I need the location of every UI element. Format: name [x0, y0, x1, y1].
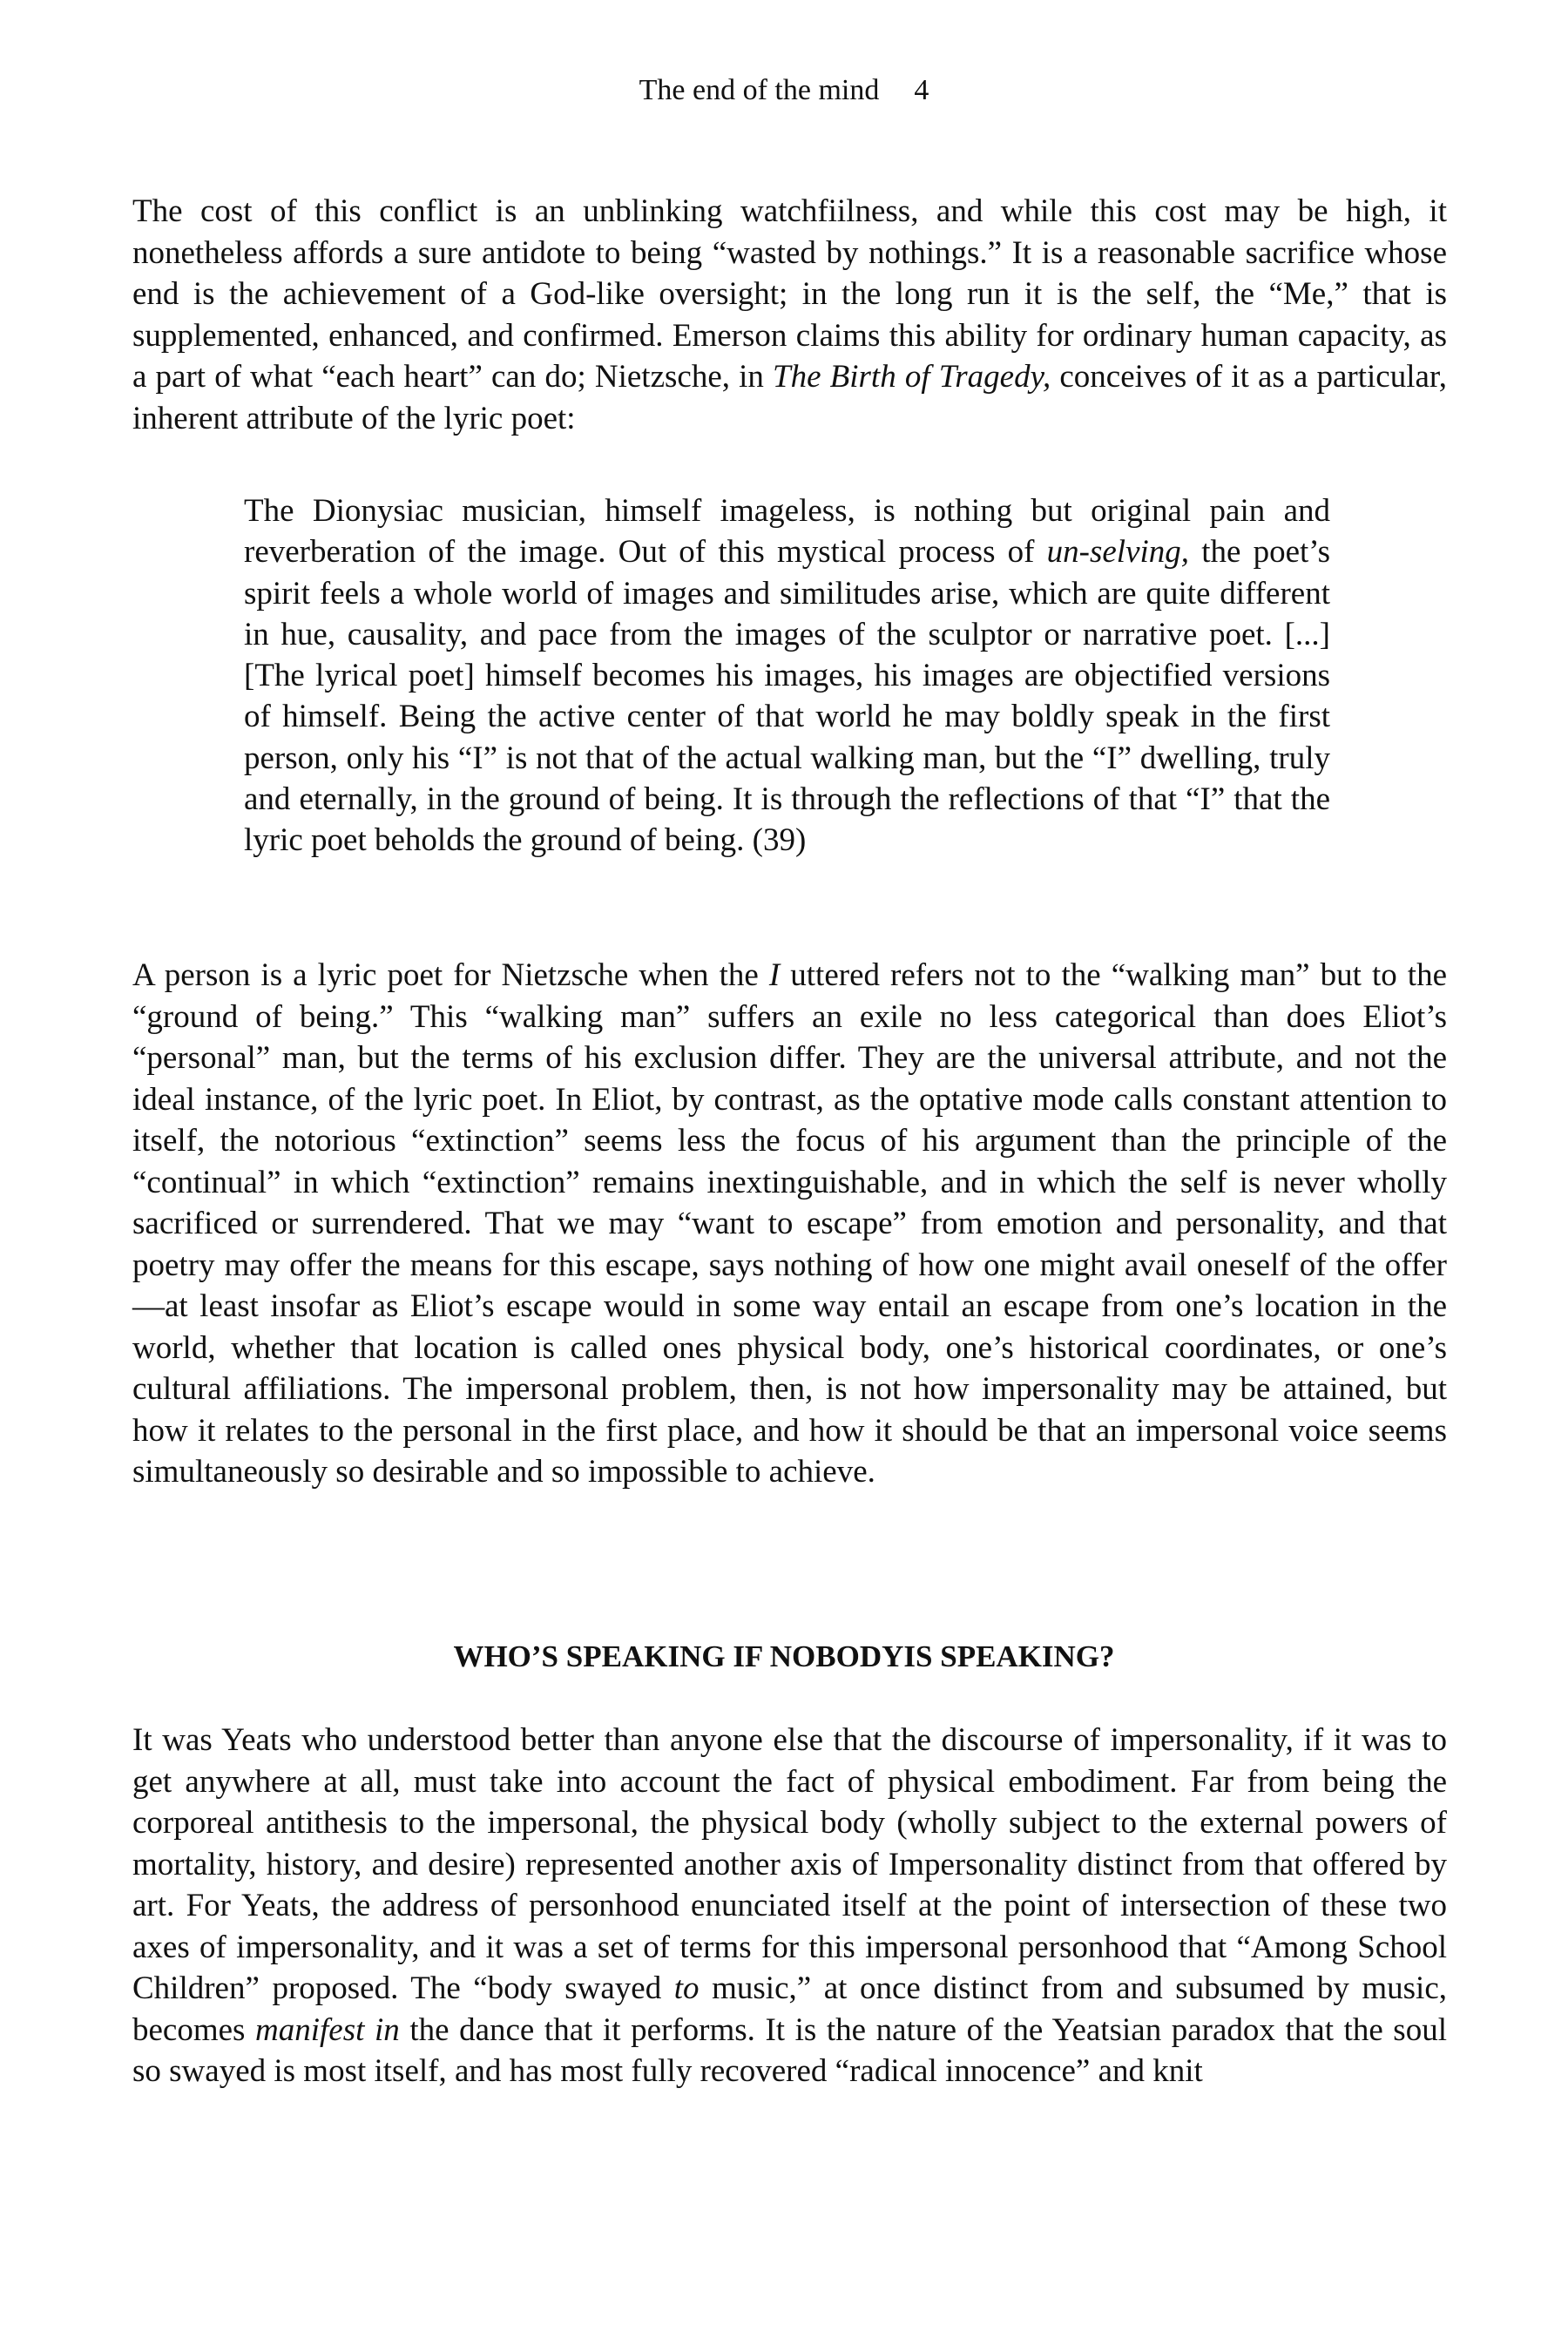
quote-text-a: The Dionysiac musician, himself imageless, is nothing but original pain and reverberation of the image. Out of this mystical process of — [244, 493, 1330, 571]
paragraph-2-text-b: uttered refers not to the “walking man” but to the “ground of being.” This “walking man” suffers an exile no less categorical than does Eliot’s “personal” man, but the terms of his exclusion differ. They are the universal attribute, and not the ideal instance, of the lyric poet. In Eliot, by contrast, as the optative mode calls constant attention to itself, the notorious “extinction” seems less the focus of his argument than the principle of the “continual” in which “extinction” remains inextinguishable, and in which the self is never wholly sacrificed or surrendered. That we may “want to escape” from emotion and personality, and that poetry may offer the means for this escape, says nothing of how one might avail oneself of the offer—at least insofar as Eliot’s escape would in some way entail an escape from one’s location in the world, whether that location is called ones physical body, one’s historical coordinates, or one’s cultural affiliations. The impersonal problem, then, is not how impersonality may be attained, but how it relates to the personal in the first place, and how it should be that an impersonal voice seems simultaneously so desirable and so impossible to achieve. — [132, 957, 1447, 1490]
body-paragraph-2 — [132, 955, 1447, 1493]
section-heading: WHO’S SPEAKING IF NOBODYIS SPEAKING? — [453, 1639, 1115, 1673]
paragraph-3-italic-manifest-in: manifest in — [255, 2011, 400, 2048]
paragraph-3-text-a: It was Yeats who understood better than anyone else that the discourse of impersonality, if it was to get anywhere at all, must take into account the fact of physical embodiment. Far from being the corporeal antithesis to the impersonal, the physical body (wholly subject to the external powers of mortality, history, and desire) represented another axis of Impersonality distinct from that offered by art. For Yeats, the address of personhood enunciated itself at the point of intersection of these two axes of impersonality, and it was a set of terms for this impersonal personhood that “Among School Children” proposed. The “body swayed — [132, 1722, 1447, 2006]
quote-text-b: the poet’s spirit feels a whole world of images and similitudes arise, which are quite different in hue, causality, and pace from the images of the sculptor or narrative poet. [...] [The lyrical poet] himself becomes his images, his images are objectified versions of himself. Being the active center of that world he may boldly speak in the first person, only his “I” is not that of the actual walking man, but the “I” dwelling, truly and eternally, in the ground of being. It is through the reflections of that “I” that the lyric poet beholds the ground of being. (39) — [244, 534, 1330, 859]
paragraph-3-text-b: music,” at once distinct from and subsumed by music, becomes — [132, 1970, 1447, 2048]
paragraph-2-italic-i: I — [768, 957, 781, 993]
quote-italic-un-selving: un-selving, — [1046, 534, 1190, 571]
paragraph-1-text-a: The cost of this conflict is an unblinking watchfiilness, and while this cost may be high, it nonetheless affords a sure antidote to being “wasted by nothings.” It is a reasonable sacrifice whose end is the achievement of a God-like oversight; in the long run it is the self, the “Me,” that is supplemented, enhanced, and confirmed. Emerson claims this ability for ordinary human capacity, as a part of what “each heart” can do; Nietzsche, in — [132, 193, 1447, 395]
paragraph-1-text-b: conceives of it as a particular, inherent attribute of the lyric poet: — [132, 359, 1447, 436]
page-number: 4 — [914, 74, 929, 106]
book-title-birth-of-tragedy: The Birth of Tragedy, — [773, 359, 1051, 395]
body-paragraph-1 — [132, 191, 1447, 439]
body-paragraph-3 — [132, 1720, 1447, 2092]
paragraph-3-italic-to: to — [673, 1970, 700, 2006]
paragraph-2-text-a: A person is a lyric poet for Nietzsche when the — [132, 957, 769, 993]
block-quote — [244, 490, 1330, 862]
running-head-title: The end of the mind — [639, 74, 880, 106]
paragraph-3-text-c: the dance that it performs. It is the nature of the Yeatsian paradox that the soul so swayed is most itself, and has most fully recovered “radical innocence” and knit — [132, 2011, 1447, 2089]
running-head — [0, 71, 1568, 110]
